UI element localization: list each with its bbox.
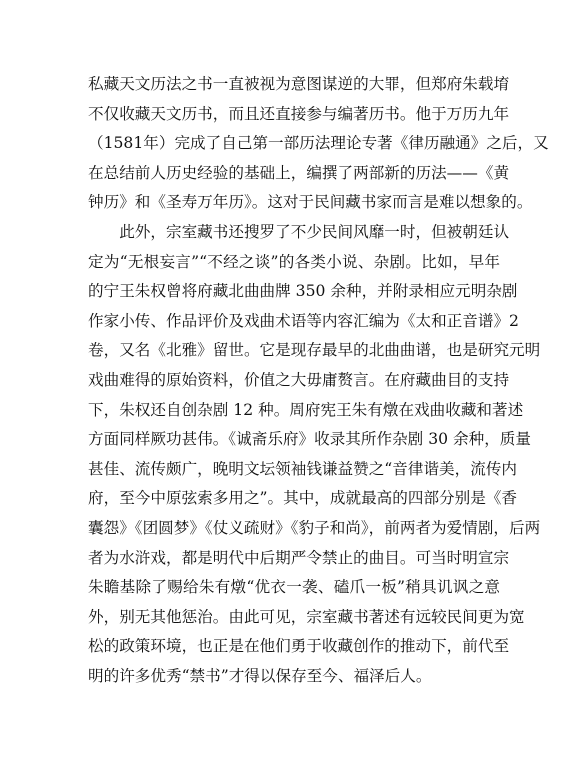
paragraph-1 (88, 70, 549, 218)
text-line: （1581年）完成了自己第一部历法理论专著《律历融通》之后，又 (88, 134, 549, 153)
text-line: 囊怨》《团圆梦》《仗义疏财》《豹子和尚》，前两者为爱情剧，后两 (88, 518, 541, 537)
text-line: 钟历》和《圣寿万年历》。这对于民间藏书家而言是难以想象的。 (88, 193, 533, 212)
paragraph-2 (88, 218, 541, 692)
text-line: 下，朱权还自创杂剧 12 种。周府宪王朱有燉在戏曲收藏和著述 (88, 400, 524, 419)
text-line: 戏曲难得的原始资料，价值之大毋庸赘言。在府藏曲目的支持 (88, 370, 510, 389)
text-line: 明的许多优秀“禁书”才得以保存至今、福泽后人。 (88, 666, 432, 685)
text-line: 作家小传、作品评价及戏曲术语等内容汇编为《太和正音谱》2 (88, 311, 519, 330)
text-line: 此外，宗室藏书还搜罗了不少民间风靡一时，但被朝廷认 (88, 222, 510, 241)
text-line: 朱瞻基除了赐给朱有燉“优衣一袭、磕爪一板”稍具讥讽之意 (88, 578, 500, 597)
text-line: 松的政策环境，也正是在他们勇于收藏创作的推动下，前代至 (88, 637, 510, 656)
text-line: 方面同样厥功甚伟。《诚斋乐府》收录其所作杂剧 30 余种，质量 (88, 430, 531, 449)
text-line: 甚佳、流传颇广，晚明文坛领袖钱谦益赞之“音律谐美，流传内 (88, 459, 518, 478)
text-line: 在总结前人历史经验的基础上，编撰了两部新的历法——《黄 (88, 163, 510, 182)
text-line: 的宁王朱权曾将府藏北曲曲牌 350 余种，并附录相应元明杂剧 (88, 282, 518, 301)
text-line: 私藏天文历法之书一直被视为意图谋逆的大罪，但郑府朱载堉 (88, 75, 510, 93)
text-line: 府，至今中原弦索多用之”。其中，成就最高的四部分别是《香 (88, 489, 518, 508)
text-line: 外，别无其他惩治。由此可见，宗室藏书著述有远较民间更为宽 (88, 607, 525, 626)
text-line: 卷，又名《北雅》留世。它是现存最早的北曲曲谱，也是研究元明 (88, 341, 541, 360)
text-line: 者为水浒戏，都是明代中后期严令禁止的曲目。可当时明宣宗 (88, 548, 510, 567)
text-line: 定为“无根妄言”“不经之谈”的各类小说、杂剧。比如，早年 (88, 252, 500, 271)
body-text (88, 70, 549, 691)
text-line: 不仅收藏天文历书，而且还直接参与编著历书。他于万历九年 (88, 104, 510, 123)
